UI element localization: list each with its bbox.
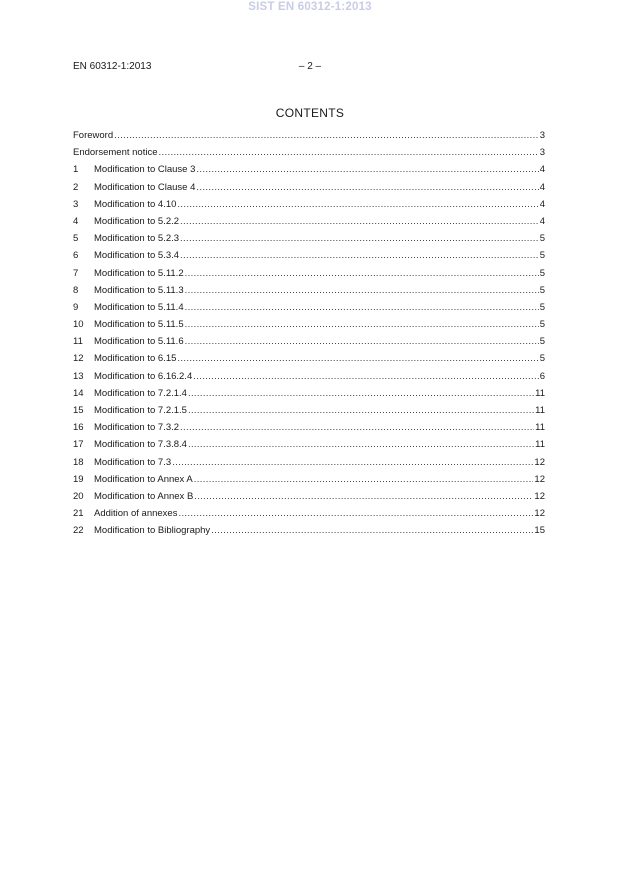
toc-entry[interactable]: [73, 233, 545, 250]
toc-dot-leader: [196, 182, 538, 194]
toc-entry-label: Endorsement notice: [73, 147, 158, 159]
toc-entry[interactable]: [73, 422, 545, 439]
toc-entry-label: Modification to Annex B: [94, 490, 194, 502]
toc-entry[interactable]: [73, 285, 545, 302]
toc-entry-label: Modification to Annex A: [94, 473, 193, 485]
toc-entry-number: 19: [73, 473, 84, 485]
toc-dot-leader: [159, 147, 539, 159]
toc-dot-leader: [194, 474, 534, 486]
toc-entry-label: Modification to 5.11.5: [94, 319, 184, 331]
toc-entry-number: 4: [73, 215, 79, 227]
toc-entry-number: 20: [73, 490, 84, 502]
toc-entry-page: 6: [539, 370, 545, 382]
toc-entry[interactable]: [73, 405, 545, 422]
toc-entry[interactable]: [73, 130, 545, 147]
toc-entry[interactable]: [73, 319, 545, 336]
toc-dot-leader: [188, 388, 534, 400]
toc-dot-leader: [178, 508, 533, 520]
toc-entry-number: 2: [73, 181, 79, 193]
toc-entry-page: 11: [535, 387, 545, 399]
toc-entry[interactable]: [73, 474, 545, 491]
toc-entry[interactable]: [73, 216, 545, 233]
toc-entry-page: 3: [539, 147, 545, 159]
watermark: SIST EN 60312-1:2013: [248, 1, 372, 13]
toc-entry-label: Modification to 5.2.3: [94, 233, 180, 245]
toc-entry-label: Modification to 7.3.2: [94, 422, 180, 434]
toc-entry-number: 11: [73, 336, 83, 348]
toc-entry[interactable]: [73, 182, 545, 199]
toc-entry-number: 1: [73, 164, 79, 176]
toc-entry[interactable]: [73, 439, 545, 456]
toc-entry[interactable]: [73, 457, 545, 474]
toc-entry-label: Foreword: [73, 130, 114, 141]
toc-entry-page: 5: [539, 319, 545, 331]
toc-entry[interactable]: [73, 491, 545, 508]
toc-entry-page: 5: [539, 267, 545, 279]
toc-entry-number: 21: [73, 508, 84, 520]
toc-entry-label: Modification to Clause 4: [94, 181, 196, 193]
toc-entry-page: 11: [535, 422, 545, 434]
toc-entry-page: 5: [539, 284, 545, 296]
toc-entry[interactable]: [73, 371, 545, 388]
toc-dot-leader: [211, 525, 533, 537]
toc-entry-label: Modification to 7.2.1.5: [94, 405, 187, 416]
toc-entry-label: Modification to 5.11.4: [94, 301, 184, 313]
toc-entry-number: 14: [73, 387, 84, 399]
toc-entry-number: 8: [73, 284, 79, 296]
toc-entry[interactable]: [73, 336, 545, 353]
toc-dot-leader: [196, 164, 538, 176]
toc-entry-number: 18: [73, 456, 84, 468]
toc-entry-page: 12: [534, 456, 545, 468]
toc-entry-label: Modification to 7.2.1.4: [94, 387, 187, 399]
toc-dot-leader: [180, 233, 539, 245]
toc-dot-leader: [177, 353, 538, 365]
toc-entry-label: Modification to 6.15: [94, 353, 177, 365]
toc-dot-leader: [185, 302, 539, 314]
toc-entry-page: 4: [539, 198, 545, 210]
toc-entry-label: Addition of annexes: [94, 508, 178, 520]
toc-entry[interactable]: [73, 268, 545, 285]
toc-entry-label: Modification to Bibliography: [94, 525, 211, 537]
toc-entry-page: 5: [539, 250, 545, 262]
toc-dot-leader: [185, 268, 539, 280]
toc-entry-label: Modification to 5.11.3: [94, 284, 184, 296]
toc-entry[interactable]: [73, 525, 545, 542]
toc-dot-leader: [185, 285, 539, 297]
toc-entry-number: 9: [73, 301, 79, 313]
toc-entry[interactable]: [73, 508, 545, 525]
page-number: – 2 –: [298, 61, 322, 72]
toc-entry-label: Modification to 5.11.6: [94, 336, 184, 348]
toc-dot-leader: [180, 250, 539, 262]
toc-entry-label: Modification to 7.3: [94, 456, 172, 468]
toc-entry-label: Modification to 7.3.8.4: [94, 439, 187, 451]
toc-entry-page: 11: [535, 405, 545, 416]
toc-entry[interactable]: [73, 302, 545, 319]
toc-entry-number: 13: [73, 370, 84, 382]
toc-entry-page: 5: [539, 301, 545, 313]
toc-entry-number: 12: [73, 353, 84, 365]
toc-entry-page: 5: [539, 233, 545, 245]
toc-dot-leader: [172, 457, 533, 469]
toc-entry-label: Modification to 6.16.2.4: [94, 370, 193, 382]
toc-dot-leader: [185, 336, 539, 348]
toc-entry[interactable]: [73, 353, 545, 370]
toc-entry-page: 12: [534, 508, 545, 520]
toc-dot-leader: [188, 439, 534, 451]
toc-dot-leader: [180, 216, 539, 228]
document-id: EN 60312-1:2013: [73, 61, 152, 72]
toc-entry[interactable]: [73, 388, 545, 405]
toc-title: CONTENTS: [275, 106, 345, 120]
toc-dot-leader: [177, 199, 538, 211]
toc-entry-label: Modification to 5.11.2: [94, 267, 184, 279]
toc-dot-leader: [193, 371, 538, 383]
toc-entry[interactable]: [73, 199, 545, 216]
toc-entry-number: 3: [73, 198, 79, 210]
toc-entry-number: 15: [73, 405, 84, 416]
toc-dot-leader: [180, 422, 534, 434]
toc-entry-page: 11: [535, 439, 545, 451]
toc-entry-label: Modification to Clause 3: [94, 164, 196, 176]
toc-entry-page: 3: [539, 130, 545, 141]
toc-dot-leader: [188, 405, 534, 417]
toc-entry-number: 10: [73, 319, 84, 331]
toc-entry-number: 6: [73, 250, 79, 262]
toc-entry-number: 16: [73, 422, 84, 434]
toc-entry-label: Modification to 5.3.4: [94, 250, 180, 262]
toc-entry[interactable]: [73, 164, 545, 181]
toc-entry-page: 5: [539, 353, 545, 365]
toc-entry-page: 5: [539, 336, 545, 348]
toc-entry-page: 4: [539, 181, 545, 193]
table-of-contents: [73, 130, 545, 543]
toc-entry-label: Modification to 5.2.2: [94, 215, 180, 227]
toc-dot-leader: [114, 130, 539, 142]
toc-entry-page: 12: [534, 490, 545, 502]
toc-entry-label: Modification to 4.10: [94, 198, 177, 210]
toc-entry[interactable]: [73, 147, 545, 164]
toc-entry-page: 4: [539, 215, 545, 227]
toc-entry-number: 22: [73, 525, 84, 537]
toc-entry-page: 15: [534, 525, 545, 537]
toc-entry-number: 7: [73, 267, 79, 279]
toc-entry-number: 17: [73, 439, 84, 451]
toc-dot-leader: [185, 319, 539, 331]
toc-dot-leader: [194, 491, 533, 503]
toc-entry-page: 12: [534, 473, 545, 485]
toc-entry[interactable]: [73, 250, 545, 267]
toc-entry-number: 5: [73, 233, 79, 245]
toc-entry-page: 4: [539, 164, 545, 176]
